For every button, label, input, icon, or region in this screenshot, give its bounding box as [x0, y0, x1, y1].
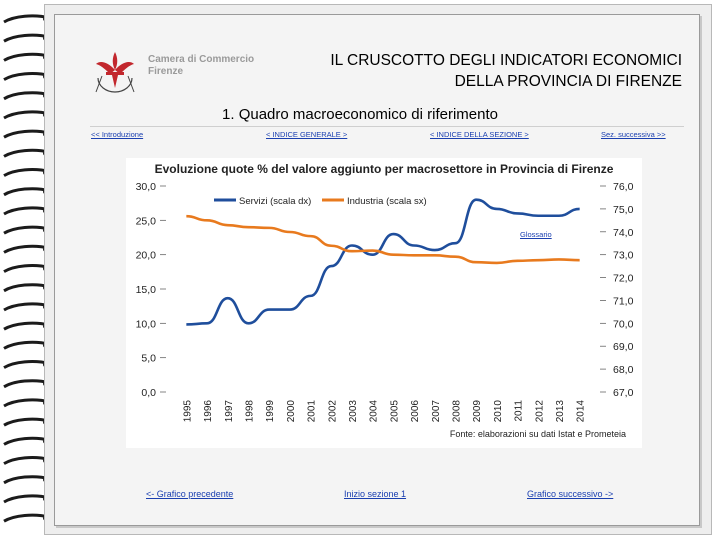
org-name-line2: Firenze	[148, 66, 184, 77]
next-chart-link[interactable]: Grafico successivo ->	[527, 489, 614, 499]
right-tick-label: 67,0	[613, 387, 634, 399]
nav-general-index-link[interactable]: < INDICE GENERALE >	[266, 130, 348, 139]
left-tick-label: 15,0	[135, 284, 156, 296]
x-tick-label: 2005	[389, 400, 401, 423]
x-tick-label: 2007	[430, 400, 442, 423]
right-tick-label: 73,0	[613, 249, 634, 262]
glossary-link[interactable]: Glossario	[520, 230, 552, 239]
right-tick-label: 69,0	[613, 341, 634, 354]
x-tick-label: 2011	[513, 400, 525, 422]
x-tick-label: 2000	[285, 400, 297, 423]
x-tick-label: 1998	[244, 400, 256, 423]
legend-label-servizi: Servizi (scala dx)	[239, 196, 312, 207]
x-tick-label: 2003	[347, 400, 359, 423]
x-tick-label: 1997	[223, 400, 235, 423]
page-title-line1: IL CRUSCOTTO DEGLI INDICATORI ECONOMICI	[330, 52, 682, 69]
nav-next-section-link[interactable]: Sez. successiva >>	[601, 130, 666, 139]
x-tick-label: 1999	[265, 400, 277, 423]
right-tick-label: 76,0	[613, 181, 634, 193]
org-name-line1: Camera di Commercio	[148, 54, 255, 65]
org-name	[148, 54, 254, 78]
chart-source: Fonte: elaborazioni su dati Istat e Prometeia	[449, 429, 626, 439]
nav-intro-link[interactable]: << Introduzione	[91, 130, 144, 139]
header-divider	[90, 126, 684, 127]
left-tick-label: 20,0	[135, 249, 156, 262]
right-tick-label: 72,0	[613, 272, 634, 285]
x-tick-label: 1996	[203, 400, 215, 423]
x-tick-label: 2004	[368, 400, 380, 423]
left-tick-label: 0,0	[141, 387, 156, 399]
left-tick-label: 5,0	[141, 352, 156, 365]
page-title-line2: DELLA PROVINCIA DI FIRENZE	[454, 73, 682, 90]
right-tick-label: 68,0	[613, 364, 634, 377]
right-tick-label: 71,0	[613, 295, 634, 308]
x-tick-label: 2002	[327, 400, 339, 423]
x-tick-label: 2013	[554, 400, 566, 423]
right-tick-label: 75,0	[613, 203, 634, 216]
x-tick-label: 2008	[451, 400, 463, 423]
right-tick-label: 70,0	[613, 318, 634, 331]
florence-lily-logo	[88, 48, 142, 94]
chart-title: Evoluzione quote % del valore aggiunto per macrosettore in Provincia di Firenze	[154, 162, 614, 176]
x-tick-label: 2001	[306, 400, 318, 423]
legend-label-industria: Industria (scala sx)	[347, 196, 427, 207]
prev-chart-link[interactable]: <- Grafico precedente	[146, 489, 234, 499]
x-tick-label: 1995	[182, 400, 194, 423]
section-subtitle: 1. Quadro macroeconomico di riferimento	[222, 106, 498, 123]
left-tick-label: 25,0	[135, 215, 156, 228]
page-title	[330, 50, 682, 92]
left-tick-label: 10,0	[135, 318, 156, 331]
section-start-link[interactable]: Inizio sezione 1	[344, 489, 407, 499]
x-tick-label: 2014	[575, 400, 587, 423]
x-tick-label: 2012	[534, 400, 546, 423]
nav-section-index-link[interactable]: < INDICE DELLA SEZIONE >	[430, 130, 529, 139]
x-tick-label: 2006	[410, 400, 422, 423]
x-tick-label: 2009	[472, 400, 484, 423]
right-tick-label: 74,0	[613, 226, 634, 239]
x-tick-label: 2010	[492, 400, 504, 423]
left-tick-label: 30,0	[135, 181, 156, 193]
value-added-line-chart	[126, 158, 642, 448]
